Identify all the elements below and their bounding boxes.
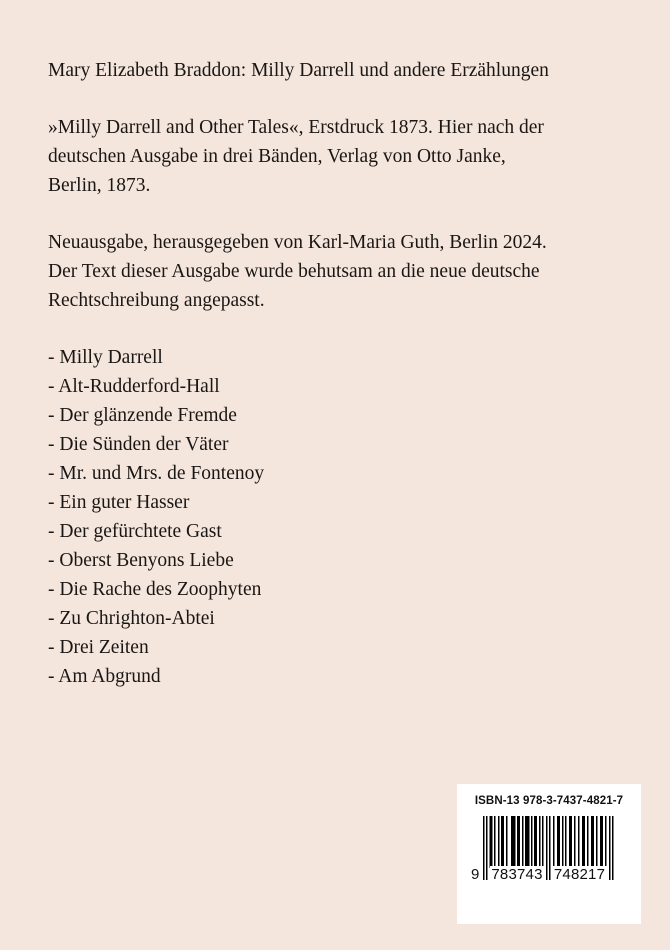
publisher-note-line: Der Text dieser Ausgabe wurde behutsam an die neue deutsche [48, 261, 540, 282]
edition-note [48, 113, 648, 200]
toc-item: - Drei Zeiten [48, 637, 149, 658]
toc-item: - Zu Chrighton-Abtei [48, 608, 215, 629]
colophon-text [48, 56, 648, 691]
barcode-digits-right: 748217 [553, 866, 606, 883]
barcode-digits-left: 783743 [491, 866, 543, 883]
toc-item: - Der glänzende Fremde [48, 405, 237, 426]
toc-item: - Ein guter Hasser [48, 492, 190, 513]
barcode-digit-first: 9 [471, 866, 480, 883]
edition-note-line: Berlin, 1873. [48, 175, 151, 196]
toc-item: - Die Rache des Zoophyten [48, 579, 262, 600]
toc-item: - Der gefürchtete Gast [48, 521, 222, 542]
publisher-note-line: Rechtschreibung angepasst. [48, 290, 265, 311]
book-title: Mary Elizabeth Braddon: Milly Darrell und andere Erzählungen [48, 60, 549, 81]
toc-item: - Alt-Rudderford-Hall [48, 376, 220, 397]
barcode-icon [471, 816, 629, 888]
toc-item: - Milly Darrell [48, 347, 163, 368]
publisher-note-line: Neuausgabe, herausgegeben von Karl-Maria Guth, Berlin 2024. [48, 232, 547, 253]
edition-note-line: »Milly Darrell and Other Tales«, Erstdruck 1873. Hier nach der [48, 117, 544, 138]
toc-item: - Die Sünden der Väter [48, 434, 229, 455]
toc-item: - Mr. und Mrs. de Fontenoy [48, 463, 265, 484]
edition-note-line: deutschen Ausgabe in drei Bänden, Verlag von Otto Janke, [48, 146, 506, 167]
toc-item: - Am Abgrund [48, 666, 161, 687]
table-of-contents [48, 343, 648, 691]
toc-item: - Oberst Benyons Liebe [48, 550, 234, 571]
isbn-barcode-box [457, 784, 641, 924]
isbn-label: ISBN-13 978-3-7437-4821-7 [474, 795, 624, 807]
publisher-note [48, 228, 648, 315]
